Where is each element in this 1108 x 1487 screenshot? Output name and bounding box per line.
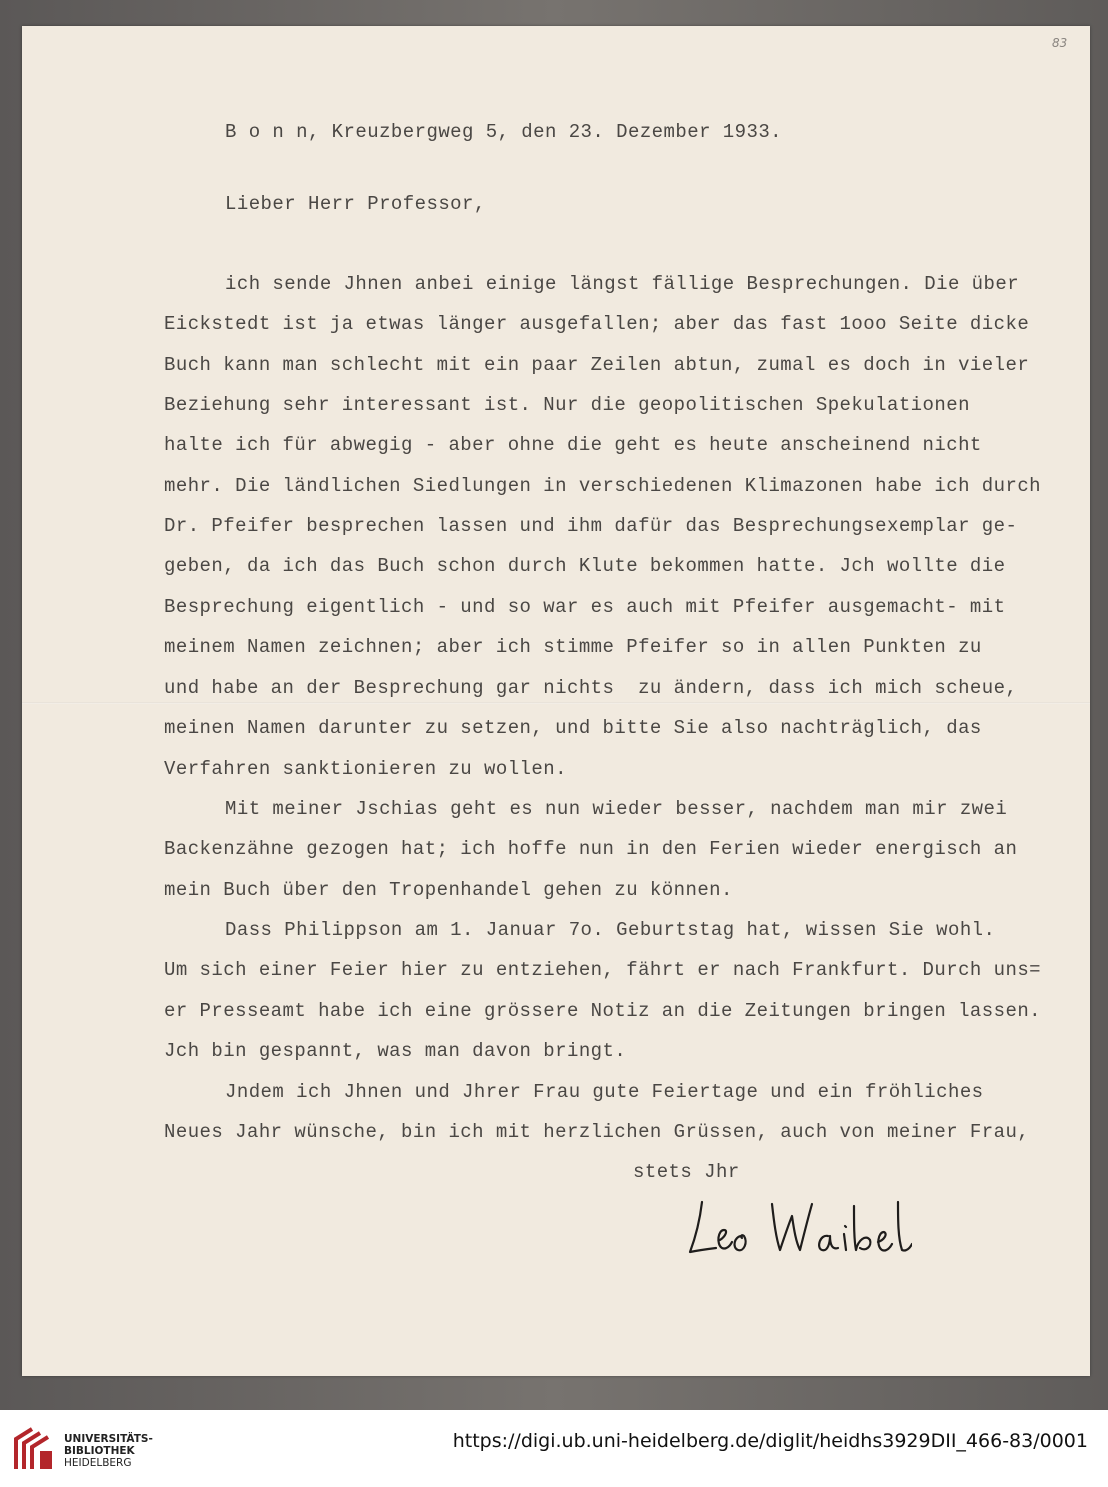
handwritten-signature [682, 1194, 912, 1264]
letter-line: Beziehung sehr interessant ist. Nur die geopolitischen Spekulationen [164, 394, 970, 416]
letter-line: Dass Philippson am 1. Januar 7o. Geburtstag hat, wissen Sie wohl. [225, 919, 996, 941]
letter-body [22, 26, 1090, 1376]
letter-salutation: Lieber Herr Professor, [225, 193, 486, 215]
letter-line: Mit meiner Jschias geht es nun wieder besser, nachdem man mir zwei [225, 798, 1008, 820]
letter-line: Eickstedt ist ja etwas länger ausgefallen; aber das fast 1ooo Seite dicke [164, 313, 1030, 335]
letter-line: er Presseamt habe ich eine grössere Notiz an die Zeitungen bringen lassen. [164, 1000, 1042, 1022]
letter-line: Jch bin gespannt, was man davon bringt. [164, 1040, 627, 1062]
letter-line: und habe an der Besprechung gar nichts zu ändern, dass ich mich scheue, [164, 677, 1018, 699]
letter-line: Neues Jahr wünsche, bin ich mit herzlichen Grüssen, auch von meiner Frau, [164, 1121, 1030, 1143]
letter-line: ich sende Jhnen anbei einige längst fällige Besprechungen. Die über [225, 273, 1020, 295]
logo-line-2: BIBLIOTHEK [64, 1445, 135, 1457]
letter-line: mein Buch über den Tropenhandel gehen zu können. [164, 879, 733, 901]
letter-line: Jndem ich Jhnen und Jhrer Frau gute Feiertage und ein fröhliches [225, 1081, 984, 1103]
letter-line: halte ich für abwegig - aber ohne die geht es heute anscheinend nicht [164, 434, 982, 456]
letter-line: Verfahren sanktionieren zu wollen. [164, 758, 567, 780]
letter-line: Um sich einer Feier hier zu entziehen, fährt er nach Frankfurt. Durch uns= [164, 959, 1042, 981]
library-footer [0, 1410, 1108, 1487]
letter-closing: stets Jhr [633, 1161, 740, 1183]
letter-line: mehr. Die ländlichen Siedlungen in verschiedenen Klimazonen habe ich durch [164, 475, 1042, 497]
letter-line: meinen Namen darunter zu setzen, und bitte Sie also nachträglich, das [164, 717, 982, 739]
letter-line: Buch kann man schlecht mit ein paar Zeilen abtun, zumal es doch in vieler [164, 354, 1030, 376]
library-logo [10, 1417, 160, 1479]
page-number: 83 [1052, 36, 1068, 50]
logo-line-1: UNIVERSITÄTS- [64, 1433, 153, 1445]
letter-line: Besprechung eigentlich - und so war es auch mit Pfeifer ausgemacht- mit [164, 596, 1006, 618]
permalink-url[interactable]: https://digi.ub.uni-heidelberg.de/diglit/heidhs3929DII_466-83/0001 [452, 1430, 1088, 1452]
library-logo-text [64, 1433, 153, 1469]
letter-line: geben, da ich das Buch schon durch Klute bekommen hatte. Jch wollte die [164, 555, 1006, 577]
letter-line: Backenzähne gezogen hat; ich hoffe nun in den Ferien wieder energisch an [164, 838, 1018, 860]
letter-line: meinem Namen zeichnen; aber ich stimme Pfeifer so in allen Punkten zu [164, 636, 982, 658]
letter-dateline: B o n n, Kreuzbergweg 5, den 23. Dezember 1933. [225, 121, 783, 143]
letter-line: Dr. Pfeifer besprechen lassen und ihm dafür das Besprechungsexemplar ge- [164, 515, 1018, 537]
logo-line-3: HEIDELBERG [64, 1457, 132, 1469]
letter-page [22, 26, 1090, 1376]
library-logo-icon [10, 1425, 54, 1471]
